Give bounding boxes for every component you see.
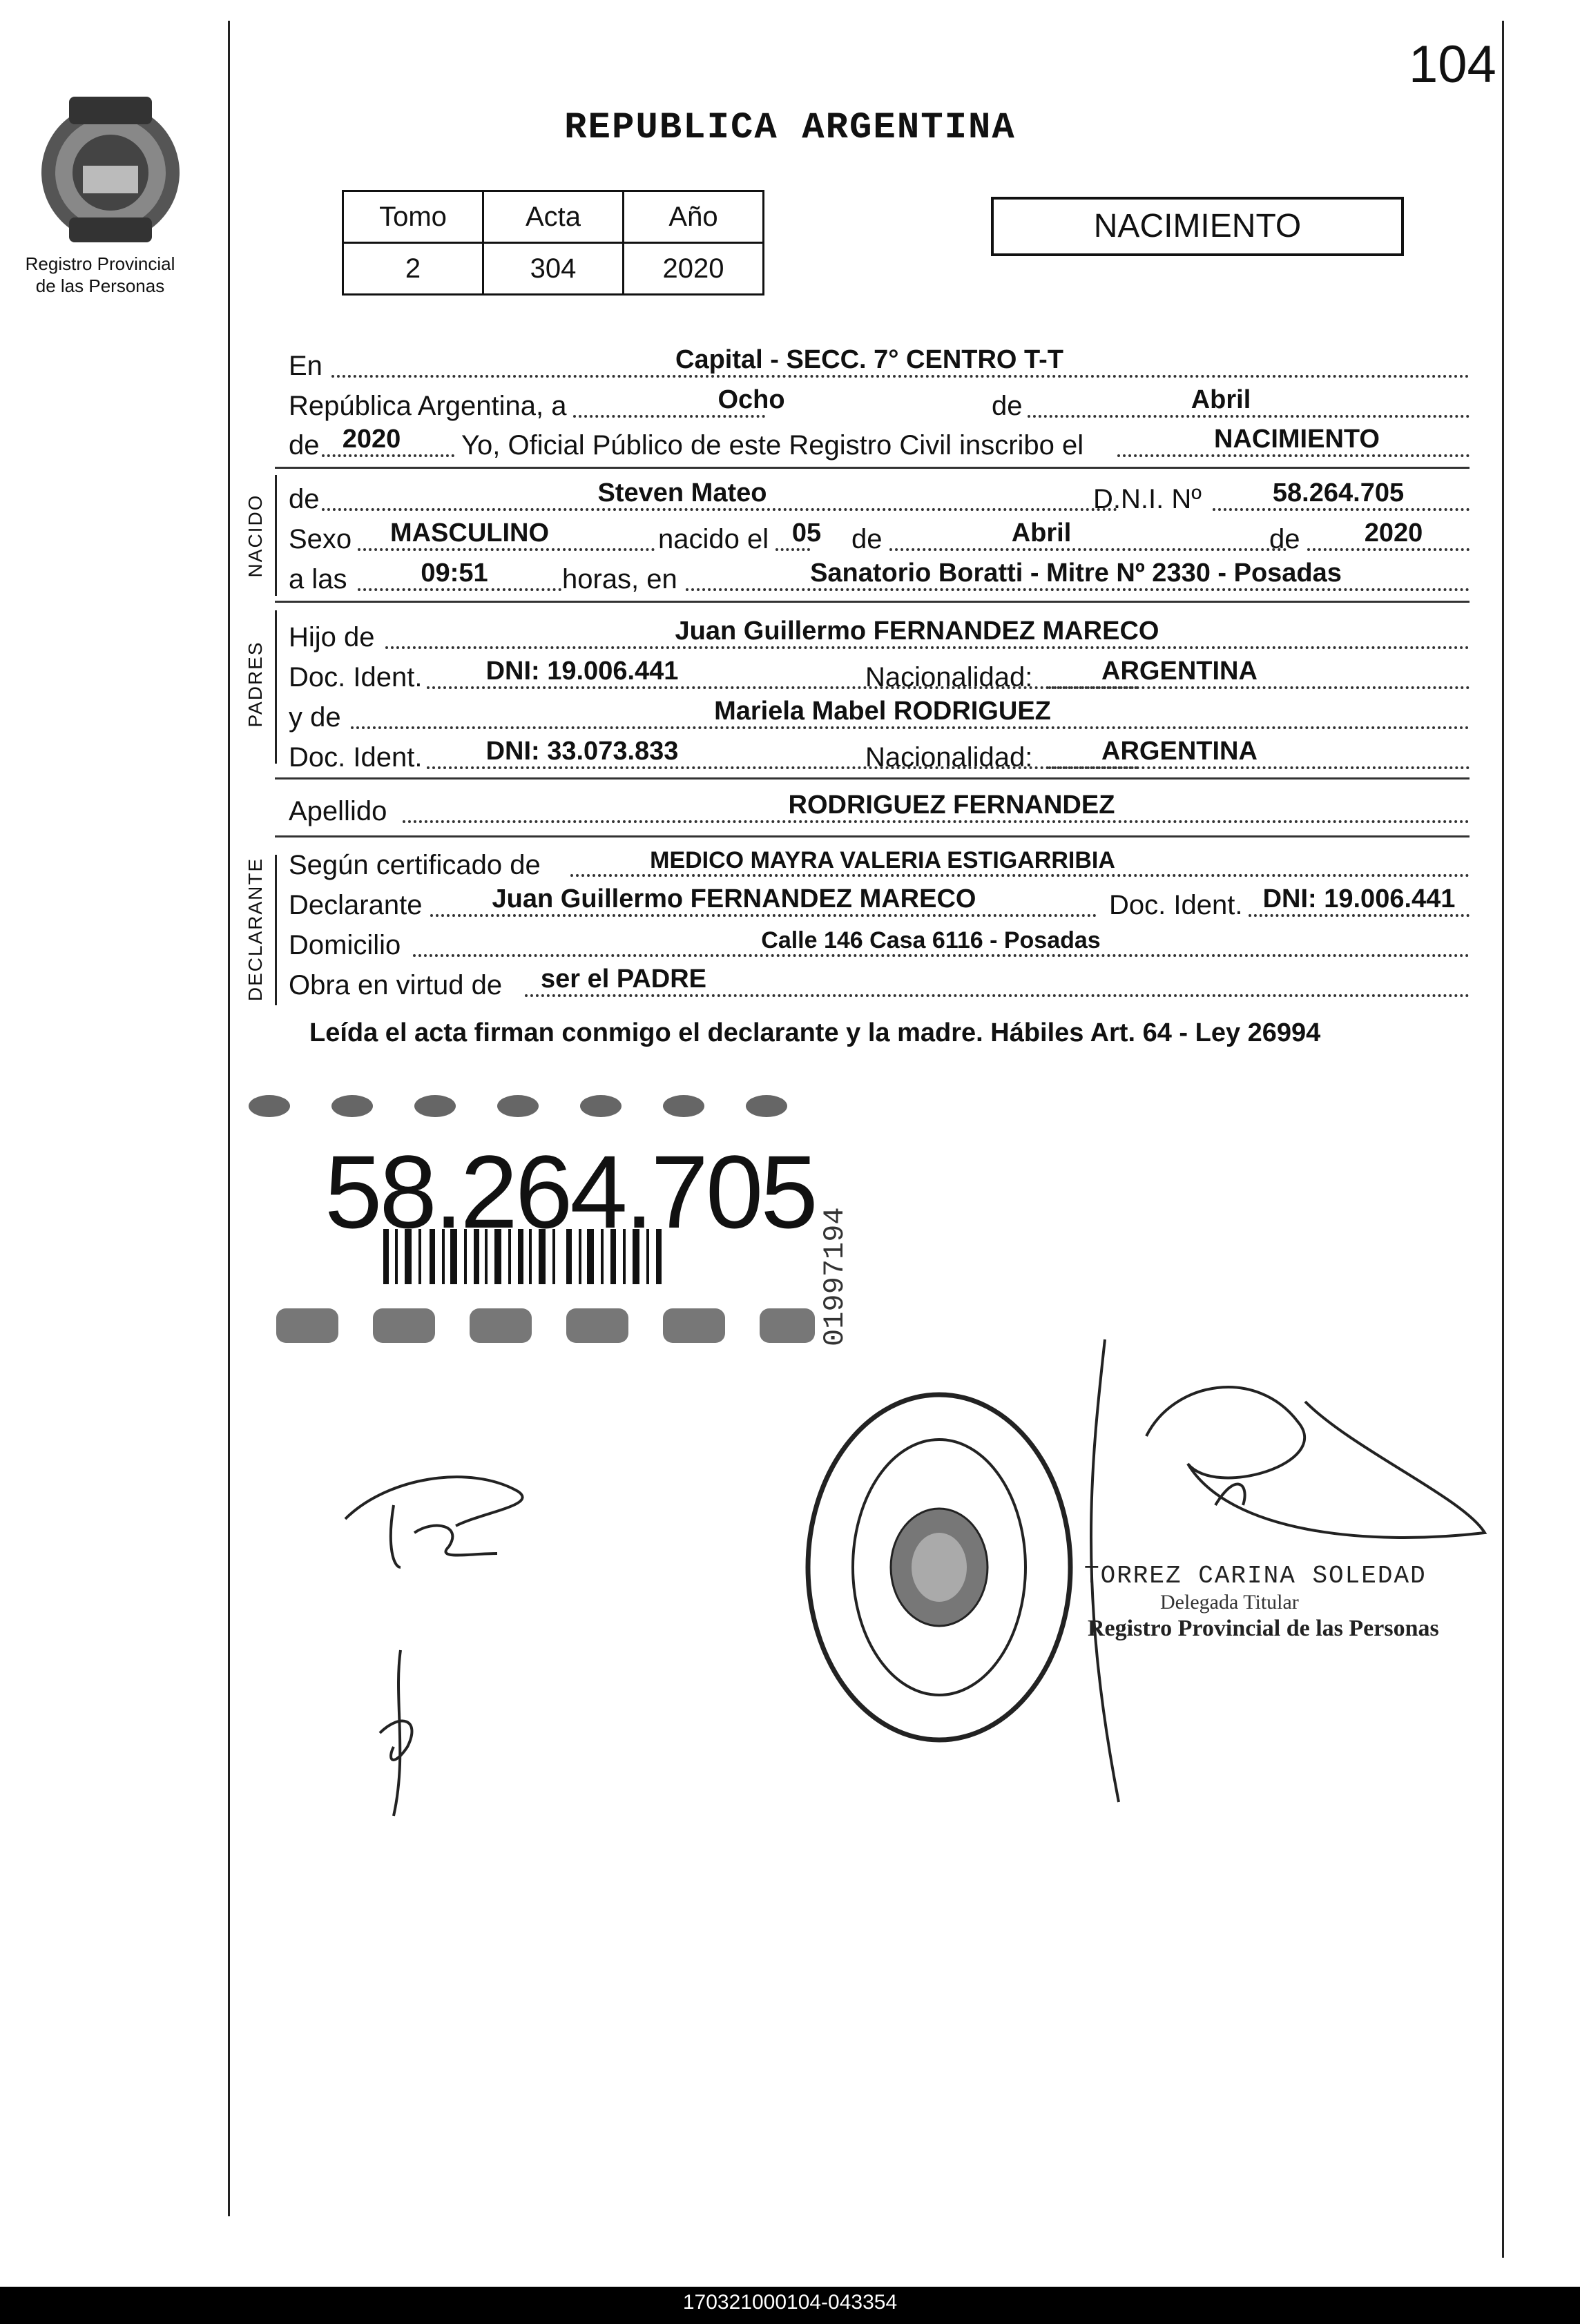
value-act: NACIMIENTO xyxy=(1214,425,1380,454)
volume-table-header-row xyxy=(343,191,764,243)
section-divider xyxy=(275,467,1470,469)
value-birth-time: 09:51 xyxy=(421,559,488,588)
official-name: TORREZ CARINA SOLEDAD xyxy=(1084,1562,1427,1590)
page-number: 104 xyxy=(1409,35,1496,94)
label-segun: Según certificado de xyxy=(289,850,541,880)
value-mother-nationality: ARGENTINA xyxy=(1101,737,1258,766)
label-doc-ident: Doc. Ident. xyxy=(289,662,423,693)
section-bar xyxy=(275,855,277,1005)
volume-value-tomo: 2 xyxy=(343,243,483,295)
row-mother-doc xyxy=(289,737,1470,776)
value-dni: 58.264.705 xyxy=(1272,478,1405,507)
dotted-line xyxy=(1048,766,1470,769)
section-label-nacido: NACIDO xyxy=(244,494,266,578)
label-doc-ident: Doc. Ident. xyxy=(289,742,423,773)
section-bar xyxy=(275,610,277,764)
value-birth-day: 05 xyxy=(791,519,822,548)
footer-code: 170321000104-043354 xyxy=(682,2291,898,2314)
dotted-line xyxy=(1249,914,1470,917)
row-capacity xyxy=(289,965,1470,1004)
dotted-line xyxy=(1307,548,1470,551)
dotted-line xyxy=(358,588,561,591)
volume-value-acta: 304 xyxy=(483,243,624,295)
volume-table-value-row xyxy=(343,243,764,295)
row-address xyxy=(289,928,1470,964)
right-margin-line xyxy=(1502,21,1504,2258)
dotted-line xyxy=(889,548,1287,551)
row-sex xyxy=(289,519,1470,558)
value-father-nationality: ARGENTINA xyxy=(1101,657,1258,686)
label-hijo-de: Hijo de xyxy=(289,622,375,652)
dotted-line xyxy=(331,375,1470,378)
label-horas-en: horas, en xyxy=(562,564,677,594)
label-de: de xyxy=(992,391,1023,421)
mother-signature xyxy=(359,1643,442,1823)
registry-caption-line2: de las Personas xyxy=(35,275,165,296)
row-date xyxy=(289,385,1470,425)
dotted-line xyxy=(686,588,1470,591)
label-en: En xyxy=(289,351,322,381)
provincial-seal-logo xyxy=(28,83,193,249)
row-declarant xyxy=(289,884,1470,924)
label-yo: Yo, Oficial Público de este Registro Civil inscribo el xyxy=(461,430,1084,461)
document-title: REPUBLICA ARGENTINA xyxy=(564,107,1016,149)
label-de: de xyxy=(289,484,320,514)
row-time xyxy=(289,559,1470,598)
volume-header-tomo: Tomo xyxy=(343,191,483,243)
registry-caption-line1: Registro Provincial xyxy=(25,253,175,274)
label-nacionalidad: Nacionalidad: xyxy=(865,662,1033,693)
sticker-dni-number: 58.264.705 xyxy=(325,1134,816,1250)
row-surname xyxy=(289,791,1470,830)
dotted-line xyxy=(1117,454,1470,457)
left-margin-line xyxy=(228,21,230,2216)
dotted-line xyxy=(358,548,655,551)
label-y-de: y de xyxy=(289,702,341,733)
value-birth-year: 2020 xyxy=(1364,519,1423,548)
sticker-serial: 01997194 xyxy=(818,1207,851,1346)
registry-caption xyxy=(0,253,200,297)
dotted-line xyxy=(573,415,765,418)
dotted-line xyxy=(775,548,810,551)
section-divider xyxy=(275,777,1470,779)
label-doc-ident: Doc. Ident. xyxy=(1109,890,1243,920)
volume-header-acta: Acta xyxy=(483,191,624,243)
label-dni: D.N.I. Nº xyxy=(1093,484,1202,514)
value-mother-doc: DNI: 33.073.833 xyxy=(485,737,679,766)
value-father-doc: DNI: 19.006.441 xyxy=(485,657,679,686)
value-day-word: Ocho xyxy=(717,385,785,414)
value-surname: RODRIGUEZ FERNANDEZ xyxy=(788,791,1115,820)
dotted-line xyxy=(322,508,1117,511)
row-act xyxy=(289,425,1470,464)
section-label-declarante: DECLARANTE xyxy=(244,857,266,1002)
label-republica: República Argentina, a xyxy=(289,391,567,421)
volume-header-ano: Año xyxy=(624,191,764,243)
label-apellido: Apellido xyxy=(289,796,387,826)
value-birth-place: Sanatorio Boratti - Mitre Nº 2330 - Posadas xyxy=(810,559,1342,588)
row-name xyxy=(289,478,1470,518)
value-declarant: Juan Guillermo FERNANDEZ MARECO xyxy=(492,884,976,913)
value-mother-name: Mariela Mabel RODRIGUEZ xyxy=(714,697,1051,726)
section-divider xyxy=(275,601,1470,603)
value-name: Steven Mateo xyxy=(597,478,767,507)
label-obra: Obra en virtud de xyxy=(289,970,503,1000)
value-year: 2020 xyxy=(342,425,401,454)
official-role: Delegada Titular xyxy=(1160,1591,1299,1614)
dotted-line xyxy=(413,954,1470,957)
declarant-signature xyxy=(331,1450,552,1588)
dotted-line xyxy=(385,646,1470,649)
row-certificate xyxy=(289,848,1470,884)
dotted-line xyxy=(570,874,1470,877)
section-label-padres: PADRES xyxy=(244,641,266,728)
official-stamp xyxy=(794,1381,1084,1754)
volume-table xyxy=(342,190,764,296)
dotted-line xyxy=(1213,508,1470,511)
official-office: Registro Provincial de las Personas xyxy=(1088,1616,1439,1641)
value-birth-month: Abril xyxy=(1011,519,1072,548)
label-sexo: Sexo xyxy=(289,524,352,554)
dotted-line xyxy=(430,914,1097,917)
dotted-line xyxy=(322,454,454,457)
value-place: Capital - SECC. 7° CENTRO T-T xyxy=(675,345,1064,374)
dotted-line xyxy=(1028,415,1470,418)
row-father xyxy=(289,617,1470,656)
value-address: Calle 146 Casa 6116 - Posadas xyxy=(761,927,1101,953)
record-type-box: NACIMIENTO xyxy=(991,197,1404,256)
value-month: Abril xyxy=(1191,385,1251,414)
dotted-line xyxy=(403,820,1470,823)
label-de: de xyxy=(1269,524,1300,554)
sticker-top-pattern xyxy=(249,1095,787,1117)
label-de: de xyxy=(289,430,320,461)
row-father-doc xyxy=(289,657,1470,696)
value-capacity: ser el PADRE xyxy=(540,965,707,994)
row-place xyxy=(289,345,1470,385)
label-nacido-el: nacido el xyxy=(658,524,769,554)
dotted-line xyxy=(1048,686,1470,689)
closing-text: Leída el acta firman conmigo el declarante y la madre. Hábiles Art. 64 - Ley 26994 xyxy=(309,1018,1321,1047)
section-divider xyxy=(275,835,1470,837)
row-mother xyxy=(289,697,1470,736)
sticker-bottom-pattern xyxy=(276,1308,815,1343)
label-domicilio: Domicilio xyxy=(289,930,401,960)
value-father-name: Juan Guillermo FERNANDEZ MARECO xyxy=(675,617,1159,646)
value-certificate: MEDICO MAYRA VALERIA ESTIGARRIBIA xyxy=(650,847,1115,873)
section-bar xyxy=(275,475,277,596)
dotted-line xyxy=(525,994,1470,997)
dotted-line xyxy=(351,726,1470,729)
value-sex: MASCULINO xyxy=(389,519,550,548)
label-declarante: Declarante xyxy=(289,890,423,920)
label-a-las: a las xyxy=(289,564,347,594)
label-de: de xyxy=(851,524,883,554)
volume-value-ano: 2020 xyxy=(624,243,764,295)
label-nacionalidad: Nacionalidad: xyxy=(865,742,1033,773)
value-declarant-doc: DNI: 19.006.441 xyxy=(1262,884,1456,913)
